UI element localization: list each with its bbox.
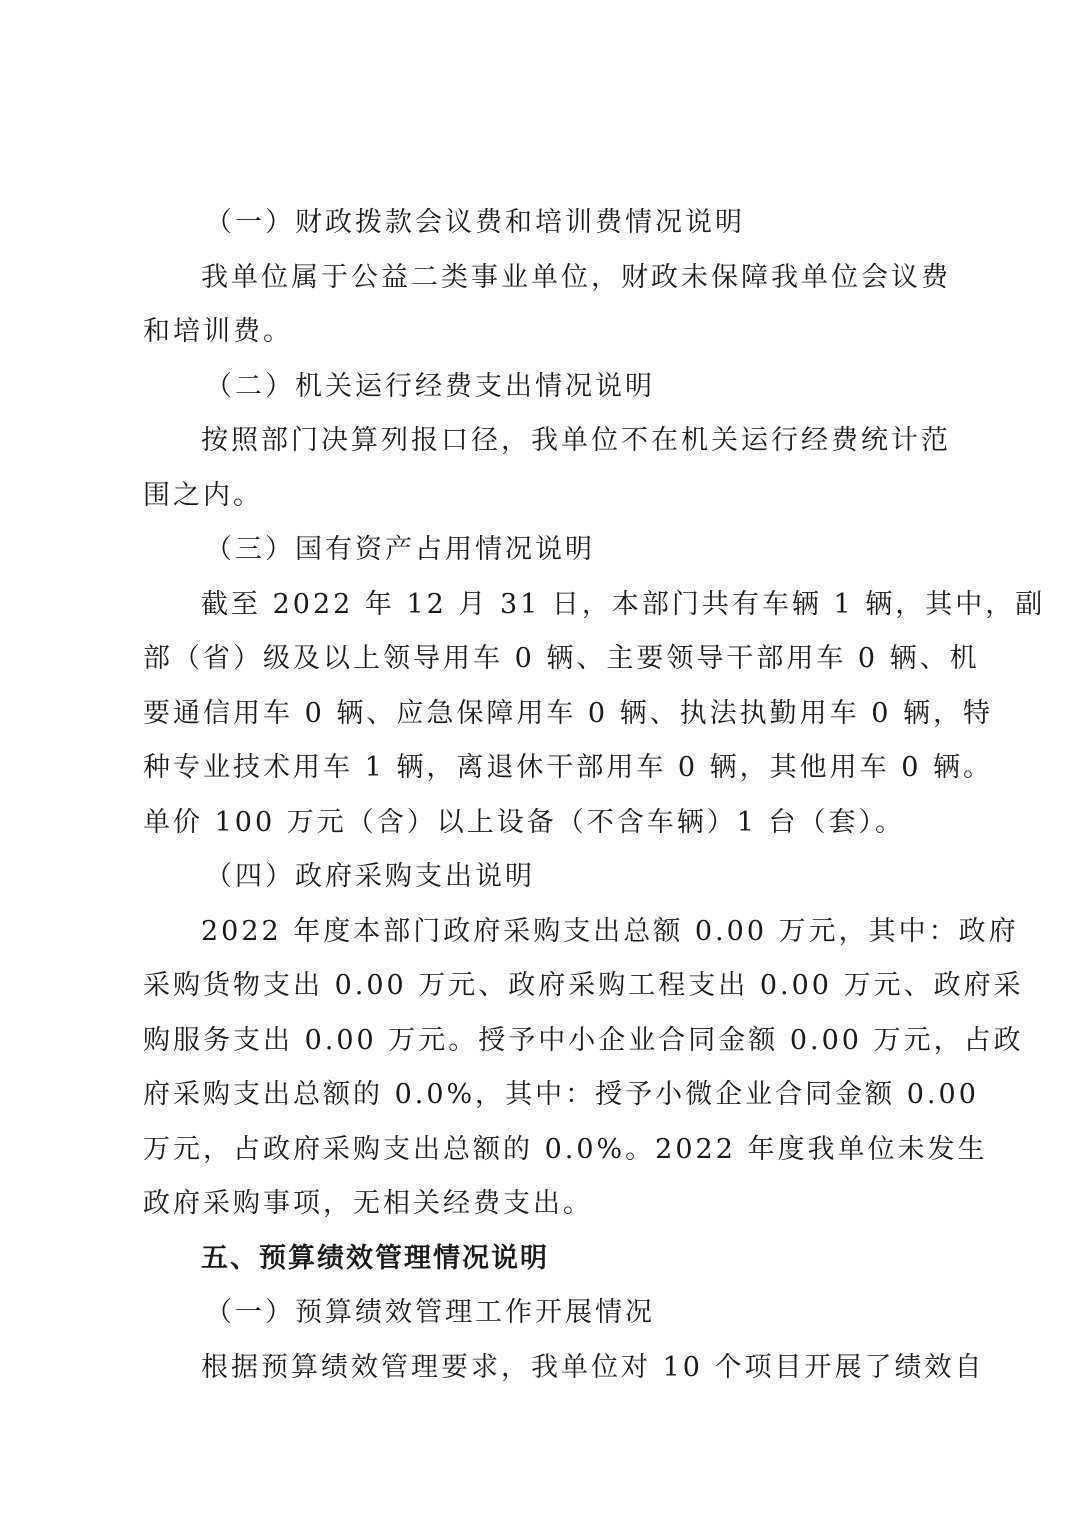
subsection-heading-state-assets: （三）国有资产占用情况说明 — [205, 534, 595, 565]
document-body — [143, 196, 1046, 1395]
subsection-heading-procurement: （四）政府采购支出说明 — [205, 861, 535, 892]
paragraph-line: 2022 年度本部门政府采购支出总额 0.00 万元，其中：政府 — [201, 915, 1019, 947]
paragraph-line: 单价 100 万元（含）以上设备（不含车辆）1 台（套）。 — [143, 806, 905, 838]
paragraph-line: 我单位属于公益二类事业单位，财政未保障我单位会议费 — [201, 261, 951, 293]
paragraph-line: 种专业技术用车 1 辆，离退休干部用车 0 辆，其他用车 0 辆。 — [143, 752, 994, 783]
paragraph-line: 府采购支出总额的 0.0%，其中：授予小微企业合同金额 0.00 — [143, 1079, 979, 1110]
paragraph-line: 围之内。 — [143, 479, 263, 511]
paragraph-line: 政府采购事项，无相关经费支出。 — [143, 1188, 593, 1219]
paragraph-line: 要通信用车 0 辆、应急保障用车 0 辆、执法执勤用车 0 辆，特 — [143, 697, 994, 729]
subsection-heading-performance-work: （一）预算绩效管理工作开展情况 — [205, 1297, 655, 1328]
paragraph-line: 万元，占政府采购支出总额的 0.0%。2022 年度我单位未发生 — [143, 1133, 988, 1165]
subsection-heading-meeting-training: （一）财政拨款会议费和培训费情况说明 — [205, 207, 745, 238]
paragraph-line: 部（省）级及以上领导用车 0 辆、主要领导干部用车 0 辆、机 — [143, 643, 980, 674]
section-heading-performance: 五、预算绩效管理情况说明 — [201, 1242, 549, 1274]
paragraph-line: 截至 2022 年 12 月 31 日，本部门共有车辆 1 辆，其中，副 — [201, 588, 1046, 620]
paragraph-line: 采购货物支出 0.00 万元、政府采购工程支出 0.00 万元、政府采 — [143, 970, 1024, 1001]
paragraph-line: 按照部门决算列报口径，我单位不在机关运行经费统计范 — [201, 425, 951, 456]
paragraph-line: 根据预算绩效管理要求，我单位对 10 个项目开展了绩效自 — [201, 1351, 985, 1383]
subsection-heading-operating-expenses: （二）机关运行经费支出情况说明 — [205, 370, 655, 402]
paragraph-line: 购服务支出 0.00 万元。授予中小企业合同金额 0.00 万元，占政 — [143, 1024, 1024, 1056]
paragraph-line: 和培训费。 — [143, 316, 293, 347]
